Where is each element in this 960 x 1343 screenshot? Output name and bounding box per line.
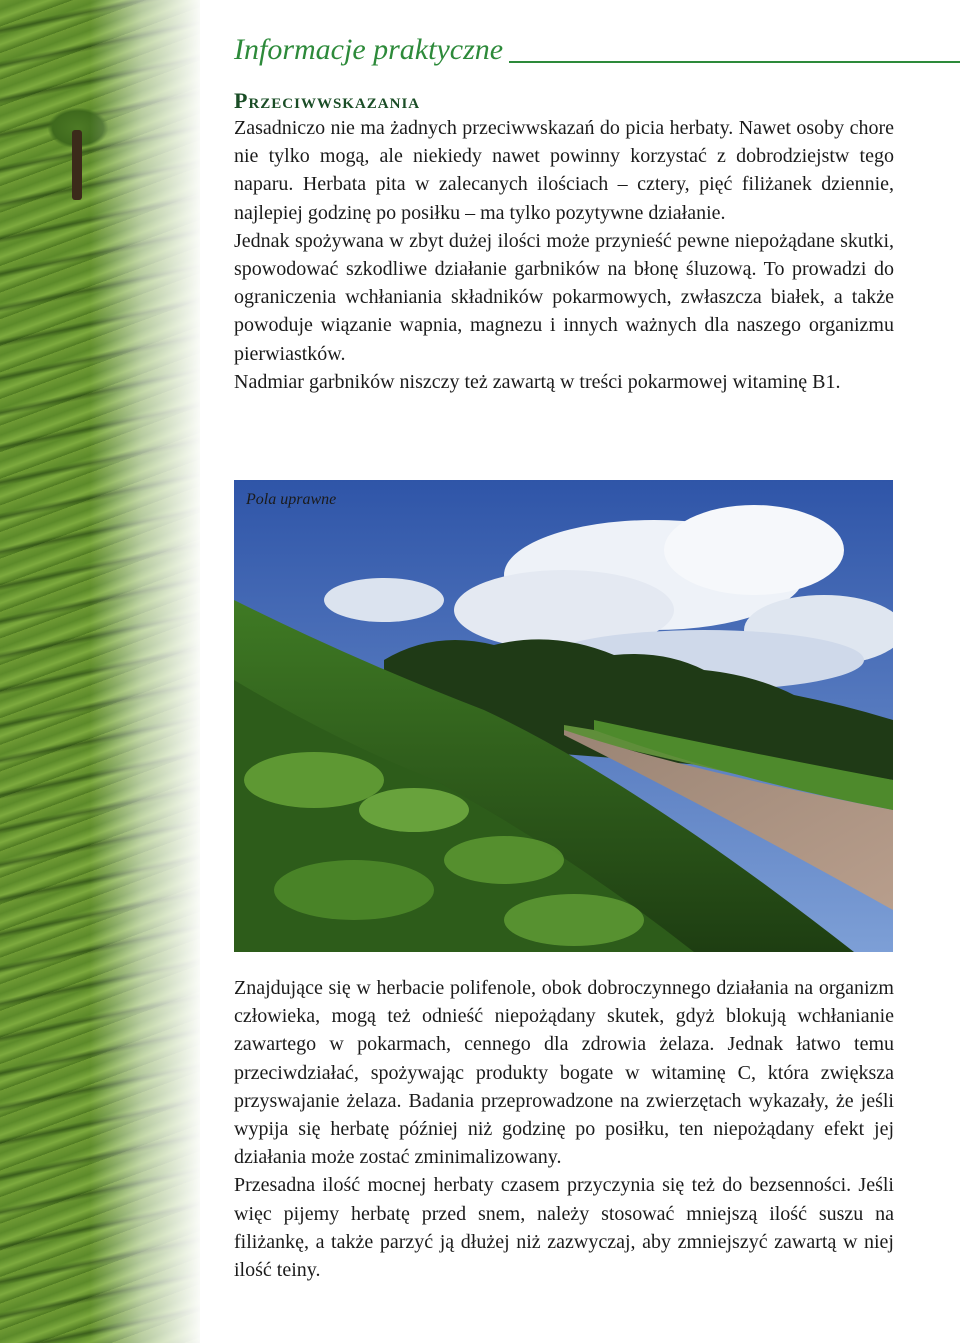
paragraph: Przesadna ilość mocnej herbaty czasem przyczynia się też do bezsenności. Jeśli więc pijemy herbatę przed snem, należy stosować mniejszą ilość suszu na filiżankę, a także parzyć ją dłużej niż zazwyczaj, aby zmniejszyć zawartą w niej ilość teiny.: [234, 1174, 894, 1282]
page-title: Informacje praktyczne: [234, 30, 509, 70]
paragraph: Nadmiar garbników niszczy też zawartą w treści pokarmowej witaminę B1.: [234, 370, 841, 393]
paragraph: Jednak spożywana w zbyt dużej ilości może przynieść pewne niepożądane skutki, spowodować szkodliwe działanie garbników na błonę śluzową. To prowadzi do ograniczenia wchłaniania składników pokarmowych, zwłaszcza białek, a także powoduje wiązanie wapnia, magnezu i innych ważnych dla naszego organizmu pierwiastków.: [234, 229, 894, 365]
side-photo-fade: [90, 0, 205, 1343]
photo-caption: Pola uprawne: [246, 491, 337, 508]
tea-plantation-photo: [234, 480, 893, 952]
tree-trunk-decoration: [72, 130, 82, 200]
paragraph: Znajdujące się w herbacie polifenole, obok dobroczynnego działania na organizm człowieka, mogą też odnieść niepożądany skutek, gdyż blokują wchłanianie zawartego w pokarmach, cennego dla zdrowia żelaza. Jednak łatwo temu przeciwdziałać, spożywając produkty bogate w witaminę C, która zwiększa przyswajanie żelaza. Badania przeprowadzone na zwierzętach wykazały, że jeśli wypija się herbatę później niż godzinę po posiłku, ten niepożądany efekt jej działania może zostać zminimalizowany.: [234, 977, 894, 1169]
page-header: [234, 30, 960, 70]
bottom-text-block: [234, 974, 894, 1284]
photo-illustration: [234, 480, 893, 952]
paragraph: Zasadniczo nie ma żadnych przeciwwskazań do picia herbaty. Nawet osoby chore nie tylko mogą, ale niekiedy nawet powinny korzystać z dobrodziejstw tego naparu. Herbata pita w zalecanych ilościach – cztery, pięć filiżanek dziennie, najlepiej godzinę po posiłku – ma tylko pozytywne działanie.: [234, 117, 894, 224]
top-text-block: [234, 114, 894, 396]
section-heading: Przeciwwskazania: [234, 88, 421, 113]
